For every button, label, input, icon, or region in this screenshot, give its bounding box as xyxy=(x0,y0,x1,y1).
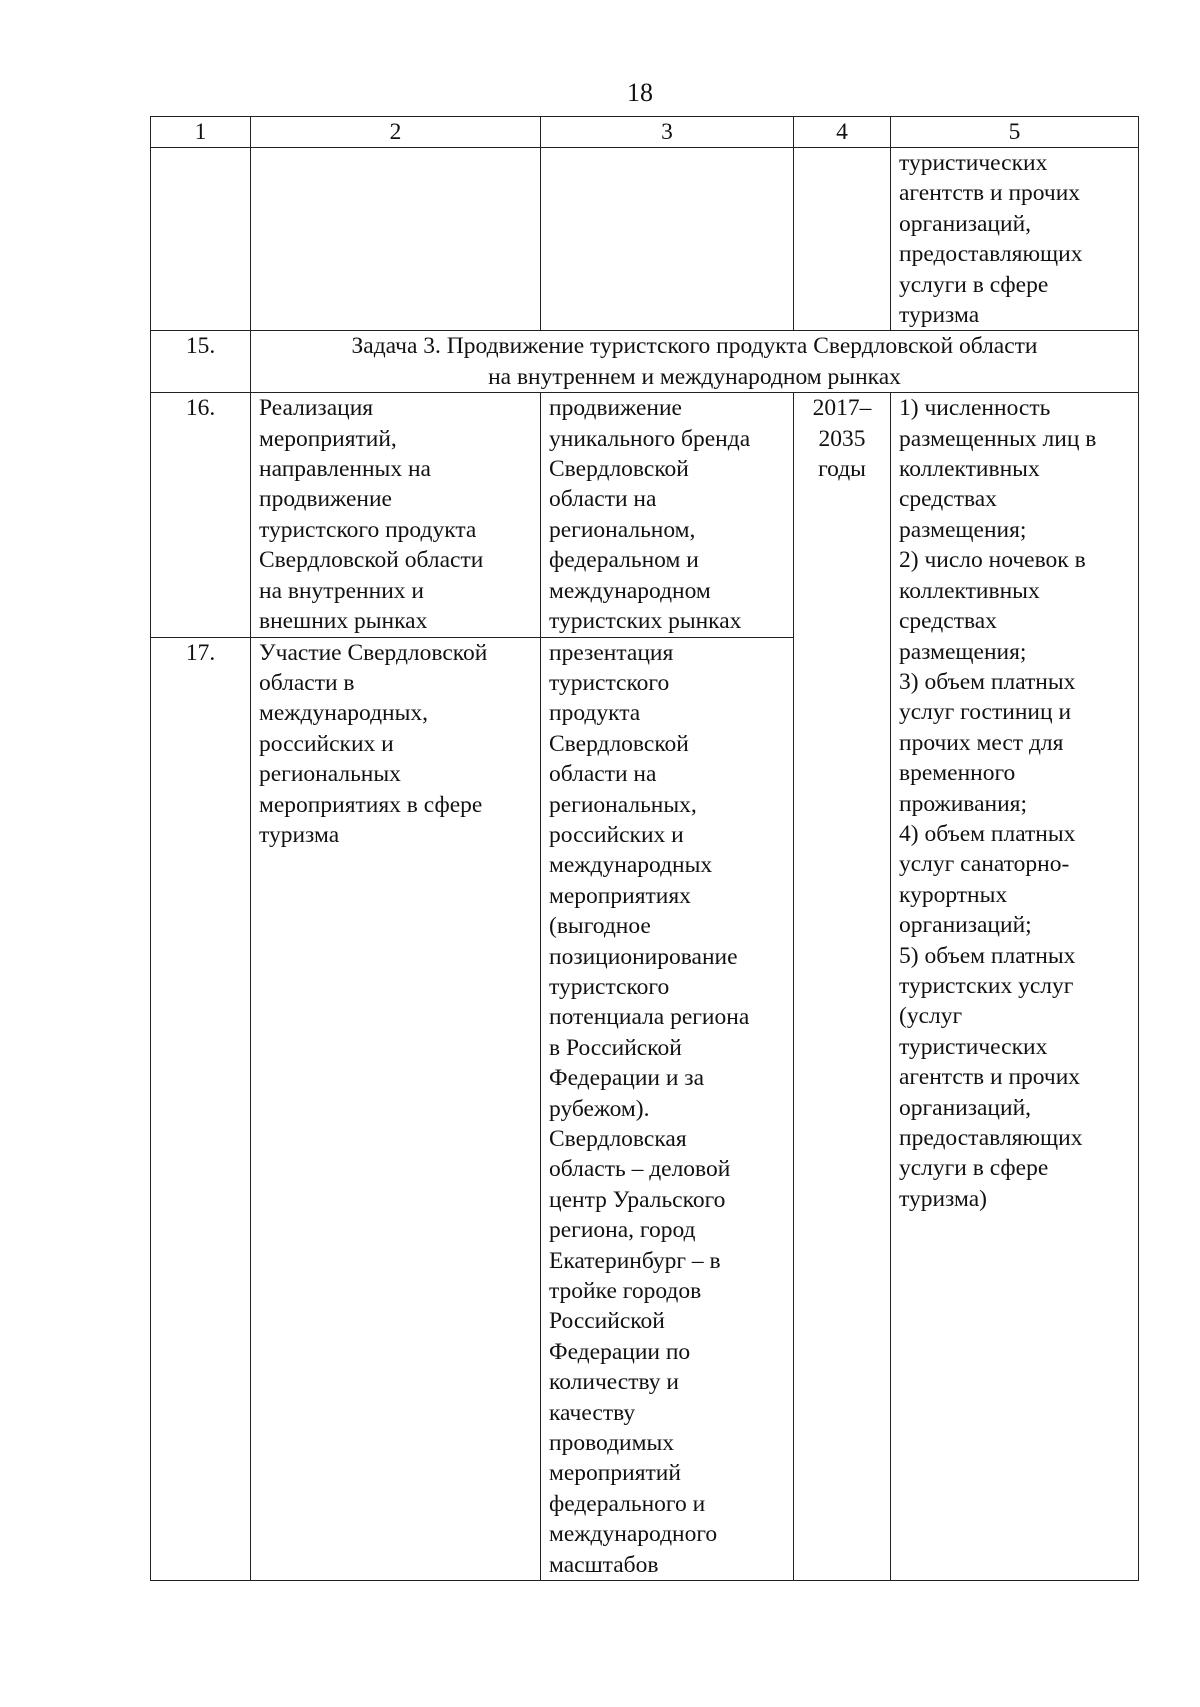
cell-text-line: международном xyxy=(549,577,711,604)
cell-text-line: 2) число ночевок в xyxy=(899,547,1086,574)
cell-text-line: предоставляющих xyxy=(899,1125,1083,1151)
cell-text-line: проживания; xyxy=(899,790,1028,817)
row-number: 15. xyxy=(151,331,251,393)
cell-text-line: продвижение xyxy=(259,486,392,513)
cell-text-line: туризма) xyxy=(899,1185,987,1212)
row-number: 16. xyxy=(151,393,251,637)
task-title-cell xyxy=(251,331,1139,393)
column-header: 1 xyxy=(151,117,251,148)
cell-text-line: Участие Свердловской xyxy=(259,639,488,666)
indicators-cell xyxy=(891,393,1139,1581)
cell-text-line: в Российской xyxy=(549,1034,682,1061)
cell-text-line: курортных xyxy=(899,881,1008,908)
cell-text-line: качеству xyxy=(549,1399,636,1426)
cell-text-line: уникального бренда xyxy=(549,425,751,452)
cell-text-line: области в xyxy=(259,669,355,696)
task-title-line: Задача 3. Продвижение туристского продукта Свердловской области xyxy=(351,333,1038,360)
cell-text-line: туристических xyxy=(899,1033,1048,1060)
cell-text-line: коллективных xyxy=(899,577,1040,604)
cell-text-line: региональных xyxy=(259,761,401,788)
cell-text-line: размещения; xyxy=(899,638,1027,665)
cell-text-line: туристских рынках xyxy=(549,608,742,635)
cell-text-line: туристских услуг xyxy=(899,972,1074,999)
cell-text-line: коллективных xyxy=(899,456,1040,483)
table-cell xyxy=(251,148,541,331)
cell-text-line: Свердловской xyxy=(549,730,689,757)
cell-text-line: агентств и прочих xyxy=(899,180,1081,207)
cell-text-line: 5) объем платных xyxy=(899,942,1076,969)
cell-text-line: Федерации по xyxy=(549,1338,691,1365)
cell-text-line: организаций, xyxy=(899,1094,1032,1121)
table-row xyxy=(151,393,1139,637)
cell-text-line: центр Уральского xyxy=(549,1186,726,1213)
cell-text-line: услуг санаторно- xyxy=(899,851,1070,878)
cell-text-line: тройке городов xyxy=(549,1278,702,1305)
cell-text-line: организаций, xyxy=(899,210,1032,237)
cell-text-line: Свердловская xyxy=(549,1126,687,1152)
cell-text-line: Реализация xyxy=(259,395,374,422)
cell-text-line: международных, xyxy=(259,700,429,727)
column-header: 2 xyxy=(251,117,541,148)
measure-name-cell xyxy=(251,393,541,637)
cell-text-line: количеству и xyxy=(549,1369,679,1396)
column-header: 3 xyxy=(541,117,794,148)
continuation-indicators-cell xyxy=(891,148,1139,331)
cell-text-line: российских и xyxy=(549,821,684,848)
task-title-line: на внутреннем и международном рынках xyxy=(488,363,901,390)
measure-name-cell xyxy=(251,637,541,1581)
cell-text-line: (услуг xyxy=(899,1003,963,1030)
period-cell xyxy=(794,393,891,1581)
cell-text-line: услуги в сфере xyxy=(899,271,1049,298)
cell-text-line: на внутренних и xyxy=(259,577,424,604)
table-cell xyxy=(541,148,794,331)
column-header: 5 xyxy=(891,117,1139,148)
cell-text-line: годы xyxy=(818,456,866,483)
cell-text-line: потенциала региона xyxy=(549,1004,750,1031)
column-header: 4 xyxy=(794,117,891,148)
page-number: 18 xyxy=(627,78,653,107)
cell-text-line: российских и xyxy=(259,730,394,757)
cell-text-line: туристского xyxy=(549,669,670,696)
cell-text-line: средствах xyxy=(899,608,997,635)
cell-text-line: мероприятий, xyxy=(259,425,397,452)
cell-text-line: области на xyxy=(549,486,657,513)
cell-text-line: 3) объем платных xyxy=(899,668,1076,695)
cell-text-line: туристических xyxy=(899,150,1048,176)
cell-text-line: презентация xyxy=(549,639,674,666)
cell-text-line: международных xyxy=(549,852,713,879)
cell-text-line: предоставляющих xyxy=(899,241,1083,268)
row-number: 17. xyxy=(151,637,251,1581)
cell-text-line: масштабов xyxy=(549,1551,659,1578)
cell-text-line: агентств и прочих xyxy=(899,1064,1081,1091)
cell-text-line: 4) объем платных xyxy=(899,820,1076,847)
continuation-row xyxy=(151,148,1139,331)
table-cell xyxy=(151,148,251,331)
cell-text-line: международного xyxy=(549,1521,718,1548)
cell-text-line: туризма xyxy=(899,302,980,329)
cell-text-line: Свердловской xyxy=(549,456,689,483)
cell-text-line: внешних рынках xyxy=(259,608,428,635)
cell-text-line: (выгодное xyxy=(549,913,651,940)
cell-text-line: туристского продукта xyxy=(259,516,477,543)
cell-text-line: туристского xyxy=(549,973,670,1000)
cell-text-line: региональных, xyxy=(549,791,697,818)
cell-text-line: временного xyxy=(899,760,1016,787)
table-header-row xyxy=(151,117,1139,148)
table-cell xyxy=(794,148,891,331)
cell-text-line: региональном, xyxy=(549,516,696,543)
cell-text-line: федеральном и xyxy=(549,547,699,574)
cell-text-line: размещения; xyxy=(899,516,1027,543)
cell-text-line: области на xyxy=(549,761,657,788)
cell-text-line: продукта xyxy=(549,700,641,727)
cell-text-line: мероприятиях xyxy=(549,882,691,909)
cell-text-line: туризма xyxy=(259,821,340,848)
cell-text-line: направленных на xyxy=(259,456,431,483)
cell-text-line: область – деловой xyxy=(549,1156,731,1183)
cell-text-line: услуги в сфере xyxy=(899,1155,1049,1182)
cell-text-line: мероприятиях в сфере xyxy=(259,791,483,818)
cell-text-line: размещенных лиц в xyxy=(899,425,1097,452)
cell-text-line: прочих мест для xyxy=(899,729,1064,756)
cell-text-line: продвижение xyxy=(549,395,682,422)
cell-text-line: Российской xyxy=(549,1308,665,1335)
cell-text-line: федерального и xyxy=(549,1490,706,1517)
measure-content-cell xyxy=(541,637,794,1581)
cell-text-line: 1) численность xyxy=(899,395,1051,422)
measure-content-cell xyxy=(541,393,794,637)
cell-text-line: позиционирование xyxy=(549,943,738,970)
cell-text-line: Федерации и за xyxy=(549,1065,705,1092)
cell-text-line: организаций; xyxy=(899,912,1032,939)
cell-text-line: рубежом). xyxy=(549,1095,650,1122)
cell-text-line: проводимых xyxy=(549,1430,675,1457)
cell-text-line: средствах xyxy=(899,486,997,513)
cell-text-line: 2017– xyxy=(812,395,872,422)
cell-text-line: Свердловской области xyxy=(259,547,484,574)
cell-text-line: мероприятий xyxy=(549,1460,681,1487)
cell-text-line: услуг гостиниц и xyxy=(899,699,1072,726)
cell-text-line: Екатеринбург – в xyxy=(549,1247,721,1274)
cell-text-line: 2035 xyxy=(818,425,866,452)
cell-text-line: региона, город xyxy=(549,1217,696,1244)
task-row xyxy=(151,331,1139,393)
measures-table xyxy=(150,116,1139,1581)
